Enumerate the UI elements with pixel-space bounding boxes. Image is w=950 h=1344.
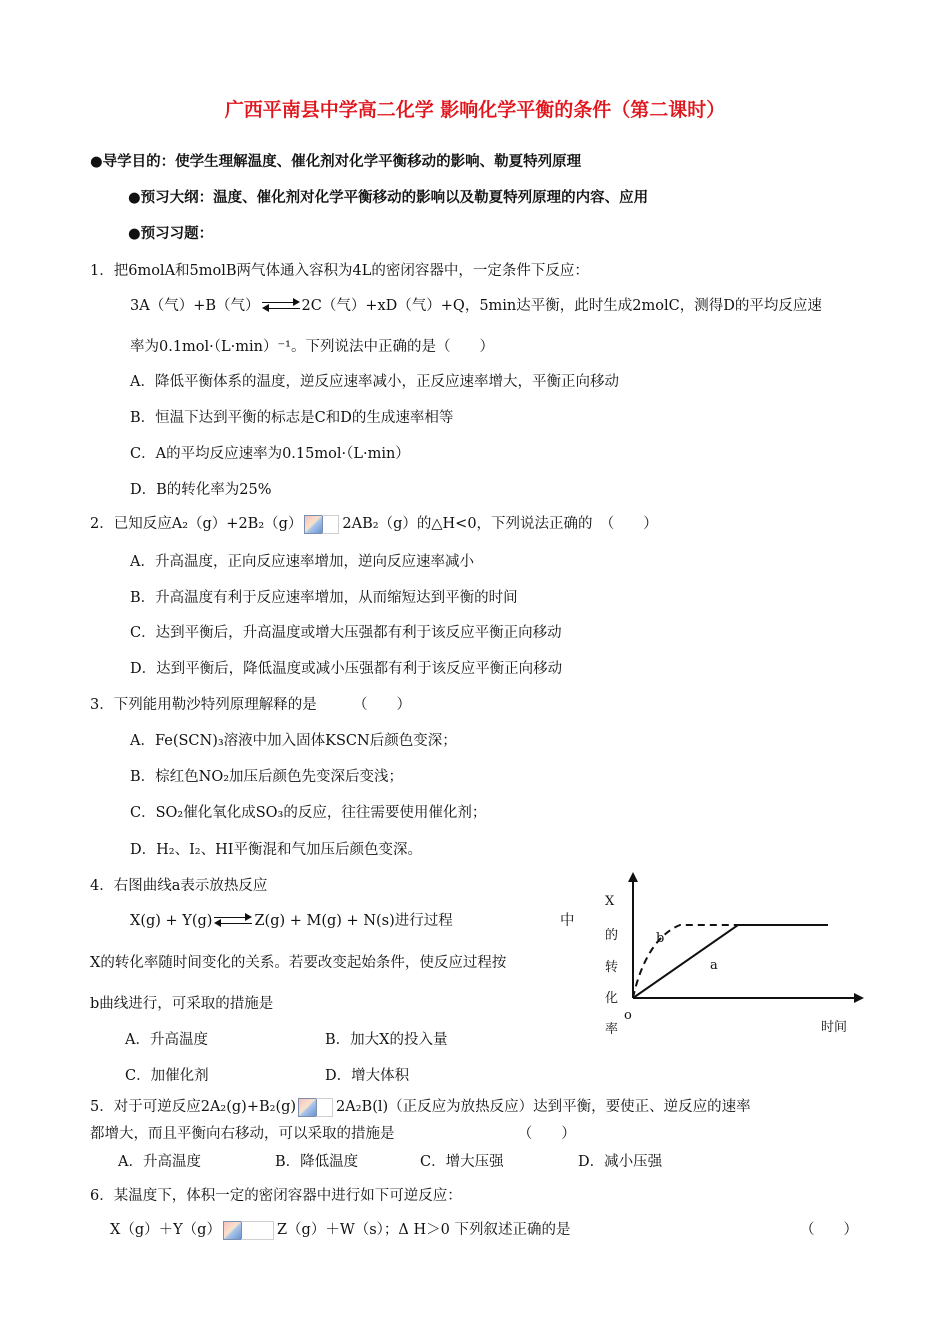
q1-equation-line	[130, 296, 822, 316]
q5-option-d: D．减小压强	[578, 1154, 663, 1170]
q4-option-d: D．增大体积	[325, 1068, 410, 1084]
q1-option-c: C．A的平均反应速率为0.15mol·（L·min）	[130, 446, 410, 462]
learning-goal: ●导学目的：使学生理解温度、催化剂对化学平衡移动的影响、勒夏特列原理	[90, 154, 582, 170]
q1-option-a: A．降低平衡体系的温度，逆反应速率减小，正反应速率增大，平衡正向移动	[130, 374, 619, 390]
q4-graph-svg	[600, 870, 870, 1045]
reversible-arrow-image-icon	[223, 1220, 275, 1240]
q1-stem-line3: 率为0.1mol·（L·min）⁻¹。下列说法中正确的是（ ）	[130, 339, 494, 355]
q2-stem	[90, 514, 658, 534]
q5-option-c: C．增大压强	[420, 1154, 504, 1170]
q6-equation-right: Z（g）＋W（s）；Δ H＞0 下列叙述正确的是	[276, 1222, 571, 1238]
q2-stem-left: 2．已知反应A₂（g）+2B₂（g）	[90, 516, 303, 532]
q1-option-d: D．B的转化率为25%	[130, 482, 272, 498]
q3-option-b: B．棕红色NO₂加压后颜色先变深后变浅；	[130, 769, 404, 785]
curve-a-label: a	[710, 958, 718, 973]
q5-stem	[90, 1097, 751, 1117]
y-label-char-3: 转	[605, 960, 619, 975]
y-label-char-1: X	[605, 894, 615, 909]
q4-equation-tail: 中	[560, 913, 575, 929]
q2-option-c: C．达到平衡后，升高温度或增大压强都有利于该反应平衡正向移动	[130, 625, 562, 641]
q1-option-b: B．恒温下达到平衡的标志是C和D的生成速率相等	[130, 410, 454, 426]
equilibrium-arrow-icon	[214, 915, 252, 927]
page-title: 广西平南县中学高二化学 影响化学平衡的条件（第二课时）	[224, 99, 726, 121]
q2-option-d: D．达到平衡后，降低温度或减小压强都有利于该反应平衡正向移动	[130, 661, 563, 677]
curve-b-label: b	[656, 931, 665, 946]
q2-stem-right: 2AB₂（g）的△H<0，下列说法正确的 （ ）	[342, 516, 658, 532]
q1-stem: 1．把6molA和5molB两气体通入容积为4L的密闭容器中，一定条件下反应：	[90, 263, 589, 279]
q3-option-c: C．SO₂催化氧化成SO₃的反应，往往需要使用催化剂；	[130, 805, 487, 821]
q5-stem-line2: 都增大，而且平衡向右移动，可以采取的措施是 （ ）	[90, 1126, 576, 1142]
q4-option-c: C．加催化剂	[125, 1068, 209, 1084]
preview-outline: ●预习大纲：温度、催化剂对化学平衡移动的影响以及勒夏特列原理的内容、应用	[128, 190, 649, 206]
q3-option-a: A．Fe(SCN)₃溶液中加入固体KSCN后颜色变深；	[130, 733, 457, 749]
y-label-char-5: 率	[605, 1022, 619, 1037]
y-label-char-4: 化	[605, 991, 619, 1006]
q4-stem-line4: b曲线进行，可采取的措施是	[90, 996, 274, 1012]
origin-label: o	[624, 1008, 632, 1023]
q4-stem: 4．右图曲线a表示放热反应	[90, 878, 268, 894]
q6-equation-line	[110, 1220, 570, 1240]
q3-option-d: D．H₂、I₂、HI平衡混和气加压后颜色变深。	[130, 842, 422, 858]
q5-option-b: B．降低温度	[275, 1154, 359, 1170]
q4-equation-left: X(g) + Y(g)	[130, 913, 213, 929]
q3-stem: 3．下列能用勒沙特列原理解释的是 （ ）	[90, 697, 411, 713]
y-label-char-2: 的	[605, 928, 619, 943]
reversible-arrow-image-icon	[298, 1097, 334, 1117]
y-axis-arrow-icon	[628, 872, 638, 882]
q4-conversion-graph	[600, 870, 870, 1045]
equilibrium-arrow-icon	[262, 300, 300, 312]
x-axis-label: 时间	[821, 1020, 848, 1035]
q1-equation-left: 3A（气）+B（气）	[130, 298, 260, 314]
q1-equation-right: 2C（气）+xD（气）+Q，5min达平衡，此时生成2molC，测得D的平均反应速	[301, 298, 822, 314]
q2-option-a: A．升高温度，正向反应速率增加，逆向反应速率减小	[130, 554, 474, 570]
q5-stem-left: 5．对于可逆反应2A₂(g)+B₂(g)	[90, 1099, 297, 1115]
q6-stem: 6．某温度下，体积一定的密闭容器中进行如下可逆反应：	[90, 1188, 462, 1204]
q4-stem-line3: X的转化率随时间变化的关系。若要改变起始条件，使反应过程按	[90, 955, 507, 971]
q4-equation-line	[130, 911, 453, 931]
x-axis-arrow-icon	[854, 993, 864, 1003]
preview-exercises-heading: ●预习习题：	[128, 226, 214, 242]
q4-option-a: A．升高温度	[125, 1032, 208, 1048]
q6-answer-paren: （ ）	[800, 1222, 858, 1238]
q4-option-b: B．加大X的投入量	[325, 1032, 448, 1048]
reversible-arrow-image-icon	[304, 514, 340, 534]
q5-stem-right: 2A₂B(l)（正反应为放热反应）达到平衡，要使正、逆反应的速率	[336, 1099, 751, 1115]
q6-equation-left: X（g）＋Y（g）	[110, 1222, 221, 1238]
q2-option-b: B．升高温度有利于反应速率增加，从而缩短达到平衡的时间	[130, 590, 518, 606]
q5-option-a: A．升高温度	[118, 1154, 201, 1170]
q4-equation-right: Z(g) + M(g) + N(s)进行过程	[254, 913, 453, 929]
